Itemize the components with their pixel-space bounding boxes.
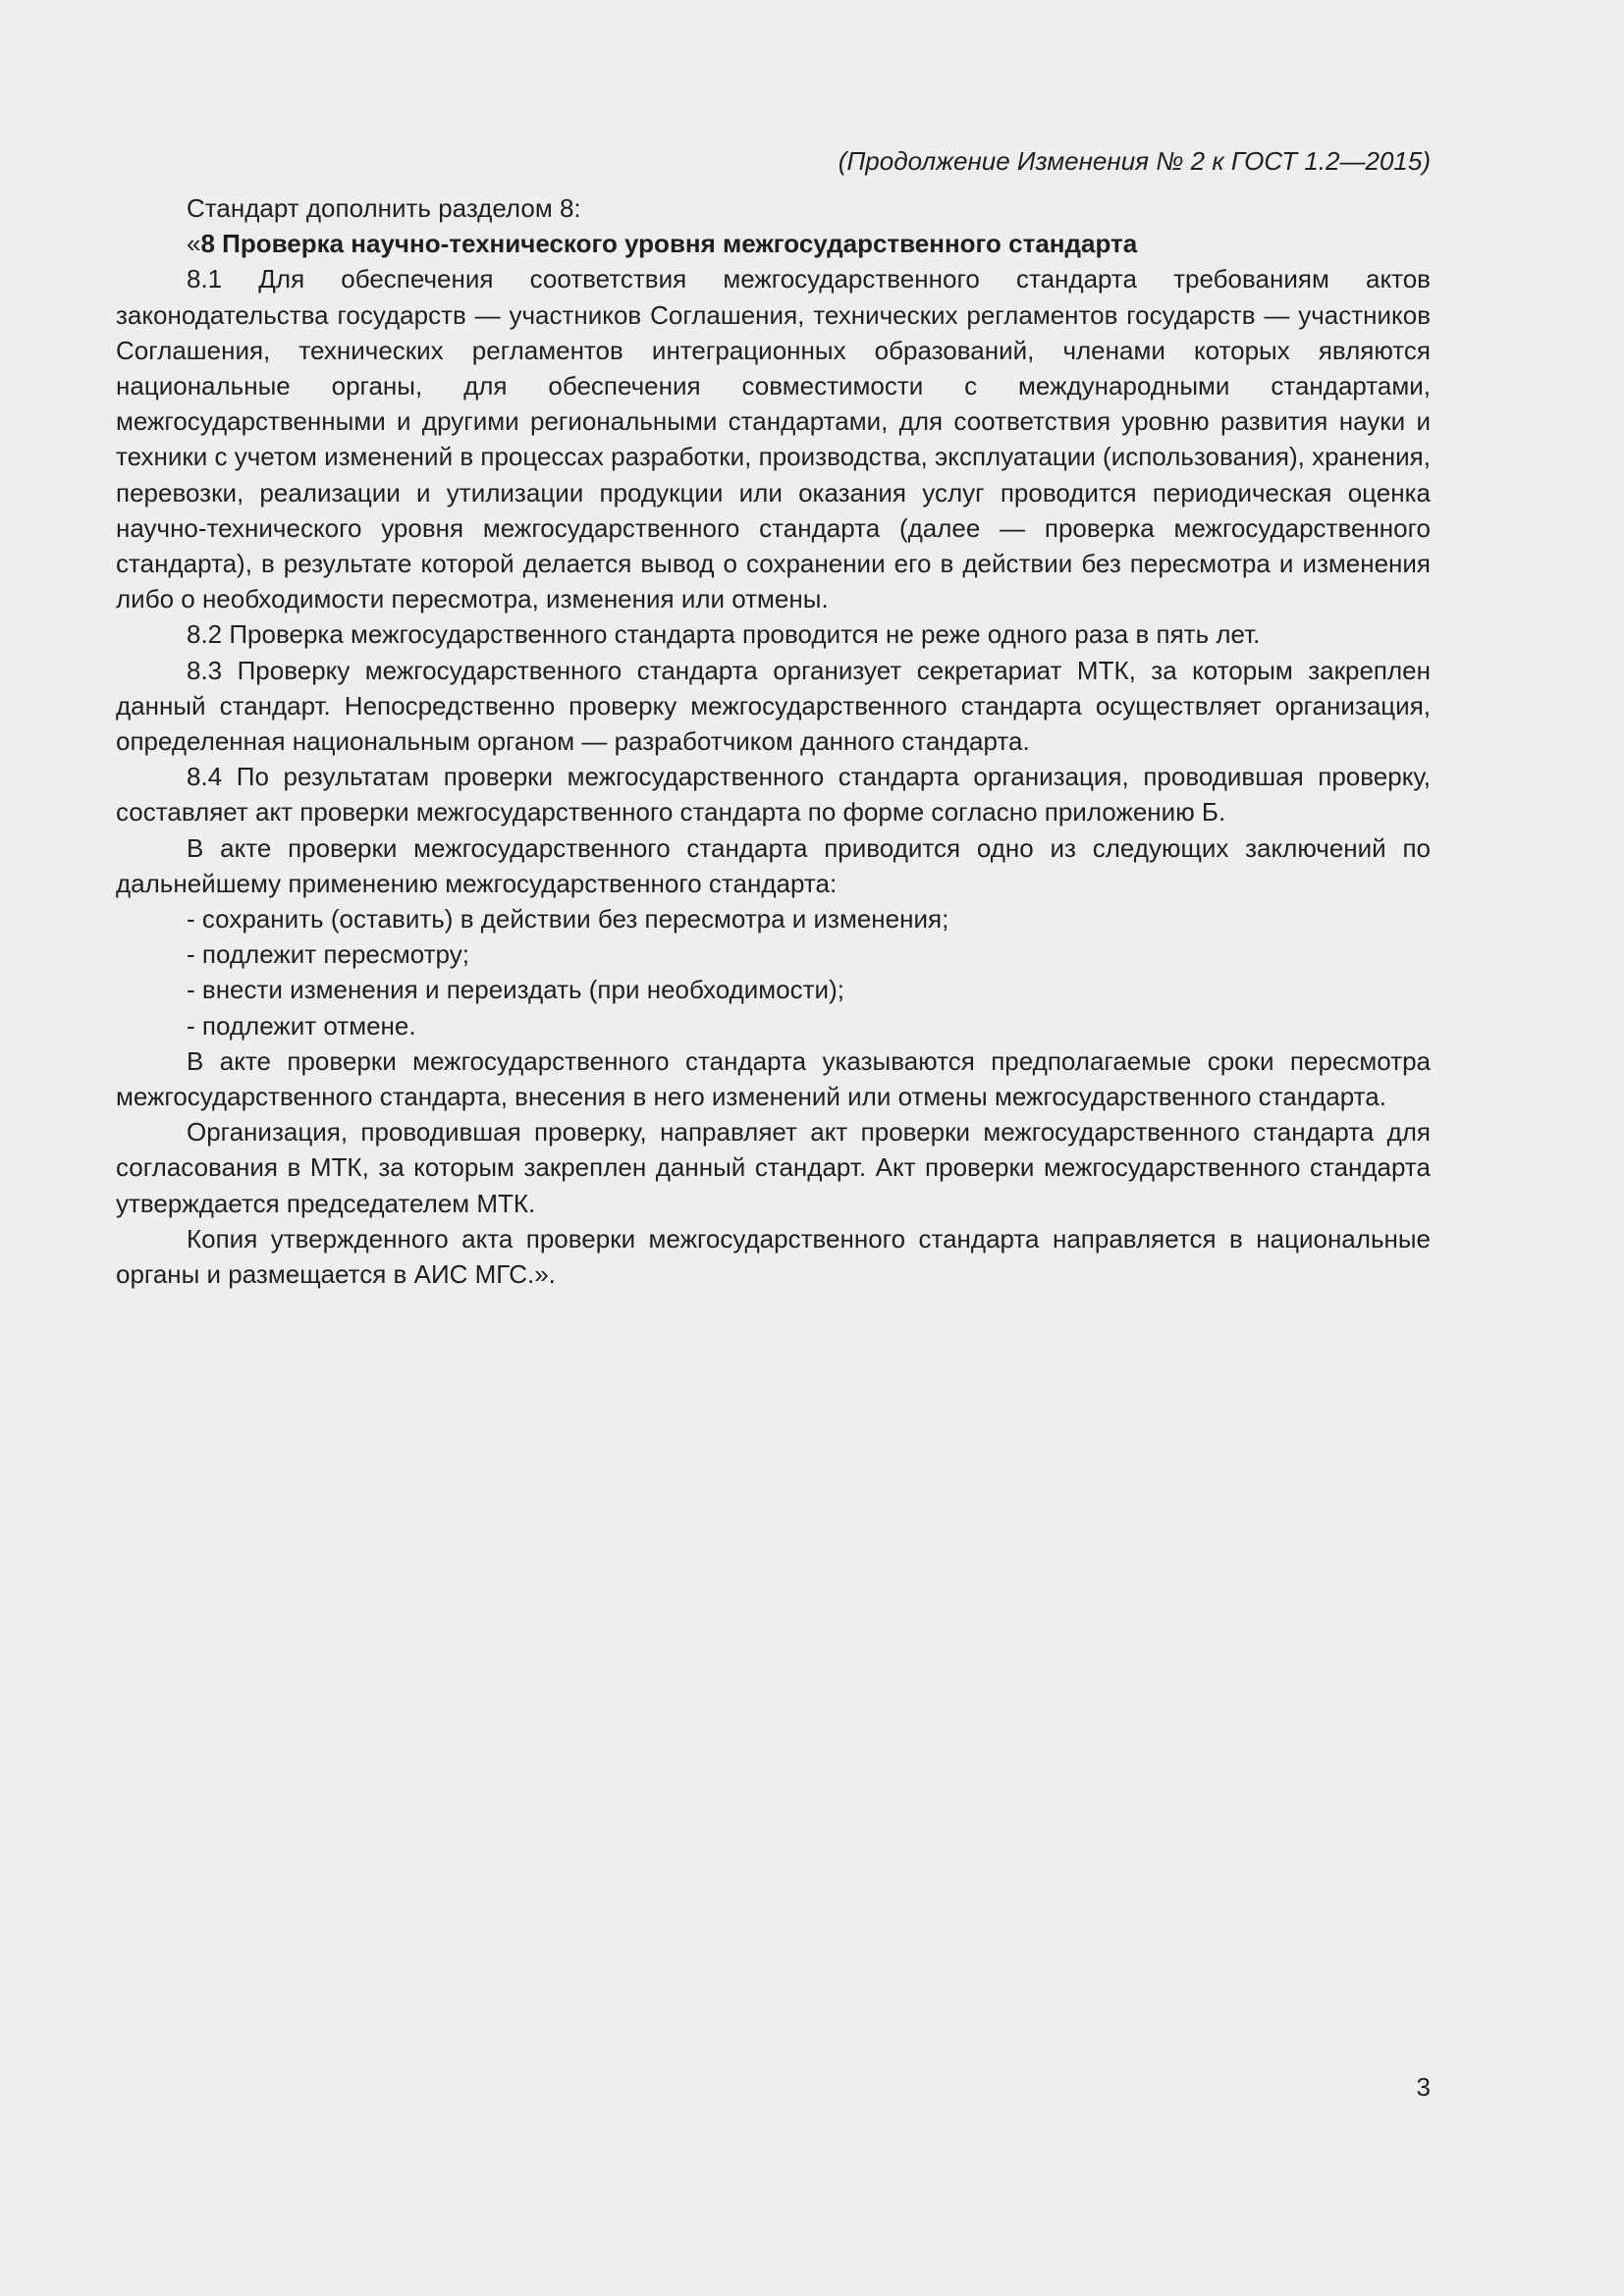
running-head: (Продолжение Изменения № 2 к ГОСТ 1.2—2015) <box>838 146 1431 176</box>
section-heading <box>116 226 1431 261</box>
list-item: - подлежит отмене. <box>187 1010 416 1041</box>
paragraph-8-1: 8.1 Для обеспечения соответствия межгосударственного стандарта требованиям актов законодательства государств — участников Соглашения, технических регламентов государств — участников Соглашения, технических регламентов интеграционных образований, членами которых являются национальные органы, для обеспечения совместимости с международными стандартами, межгосударственными и другими региональными стандартами, для соответствия уровню развития науки и техники с учетом изменений в процессах разработки, производства, эксплуатации (использования), хранения, перевозки, реализации и утилизации продукции или оказания услуг проводится периодическая оценка научно-технического уровня межгосударственного стандарта (далее — проверка межгосударственного стандарта), в результате которой делается вывод о сохранении его в действии без пересмотра и изменения либо о необходимости пересмотра, изменения или отмены. <box>116 264 1431 614</box>
list-item: - подлежит пересмотру; <box>187 939 469 970</box>
paragraph-terms: В акте проверки межгосударственного стандарта указываются предполагаемые сроки пересмотра межгосударственного стандарта, внесения в него изменений или отмены межгосударственного стандарта. <box>116 1045 1431 1112</box>
paragraph-8-2: 8.2 Проверка межгосударственного стандарта проводится не реже одного раза в пять лет. <box>187 619 1261 650</box>
intro-paragraph: Стандарт дополнить разделом 8: <box>187 193 581 223</box>
heading-quote: « <box>187 229 201 259</box>
paragraph-conclusions: В акте проверки межгосударственного стандарта приводится одно из следующих заключений по дальнейшему применению межгосударственного стандарта: <box>116 832 1431 898</box>
paragraph-8-3: 8.3 Проверку межгосударственного стандарта организует секретариат МТК, за которым закреплен данный стандарт. Непосредственно проверку межгосударственного стандарта осуществляет организация, определенная национальным органом — разработчиком данного стандарта. <box>116 655 1431 757</box>
paragraph-approval: Организация, проводившая проверку, направляет акт проверки межгосударственного стандарта для согласования в МТК, за которым закреплен данный стандарт. Акт проверки межгосударственного стандарта утверждается председателем МТК. <box>116 1117 1431 1218</box>
list-item: - сохранить (оставить) в действии без пересмотра и изменения; <box>187 904 949 934</box>
list-item: - внести изменения и переиздать (при необходимости); <box>187 975 844 1005</box>
paragraph-8-4: 8.4 По результатам проверки межгосударственного стандарта организация, проводившая проверку, составляет акт проверки межгосударственного стандарта по форме согласно приложению Б. <box>116 762 1431 828</box>
heading-text: 8 Проверка научно-технического уровня межгосударственного стандарта <box>200 229 1138 259</box>
paragraph-copy: Копия утвержденного акта проверки межгосударственного стандарта направляется в национальные органы и размещается в АИС МГС.». <box>116 1223 1431 1290</box>
document-page <box>116 143 1431 1292</box>
page-number: 3 <box>1416 2072 1431 2102</box>
